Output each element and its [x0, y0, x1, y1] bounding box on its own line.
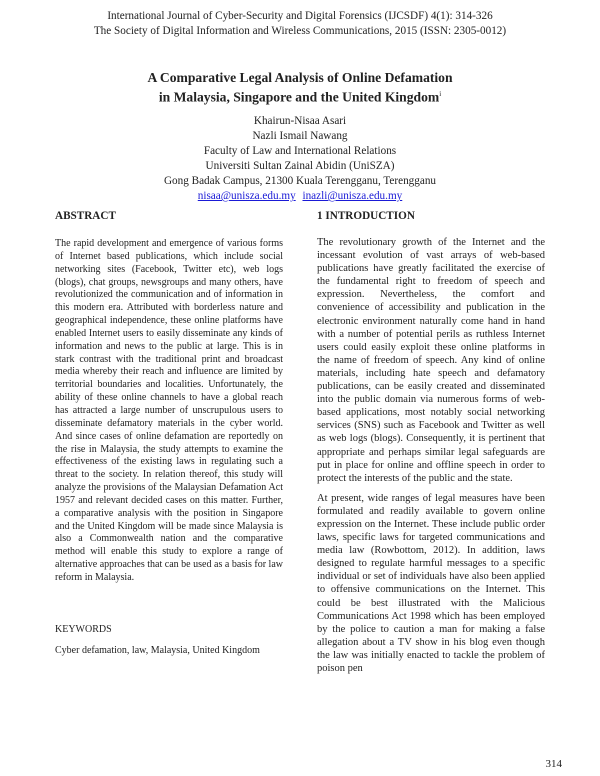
page-number: 314: [545, 758, 562, 770]
paper-title-line1: A Comparative Legal Analysis of Online Defamation: [147, 70, 453, 85]
introduction-body: [317, 236, 545, 682]
faculty: Faculty of Law and International Relations: [203, 145, 397, 157]
paper-title-line2-text: in Malaysia, Singapore and the United Kingdom: [158, 89, 440, 105]
university: Universiti Sultan Zainal Abidin (UniSZA): [205, 160, 395, 172]
journal-header-line1: International Journal of Cyber-Security and Digital Forensics (IJCSDF) 4(1): 314-326: [107, 10, 493, 22]
email-link-1[interactable]: nisaa@unisza.edu.my: [197, 190, 296, 202]
campus-address: Gong Badak Campus, 21300 Kuala Terengganu, Terengganu: [163, 175, 437, 187]
paper-title-line2: [60, 86, 540, 106]
author-name-1: Khairun-Nisaa Asari: [253, 115, 347, 127]
journal-header: [0, 9, 600, 39]
author-name-2: Nazli Ismail Nawang: [252, 130, 348, 142]
abstract-body: [55, 238, 283, 591]
journal-header-line2: The Society of Digital Information and Wireless Communications, 2015 (ISSN: 2305-0012): [93, 25, 507, 37]
introduction-paragraph-1: The revolutionary growth of the Internet and the incessant evolution of vast arrays of web-based publications have greatly facilitated the exercise of the fundamental right to freedom of speech and expression. Nevertheless, the comfort and convenience of accessibility and publication in the electronic environment naturally come hand in hand with a number of potential perils as ruthless Internet users could easily exploit these online platforms in the name of freedom of speech. Any kind of online materials, including hate speech and defamatory publications, can be easily created and disseminated into the public domain via numerous forms of web-based applications, most notably social networking services (SNS) such as Facebook and Twitter as well as web logs (blogs). Consequently, it is pertinent that appropriate and perhaps similar legal safeguards are put in place for online and offline speech in order to protect the interests of the public and the state.: [317, 237, 545, 484]
title-footnote-mark: i: [439, 90, 442, 98]
abstract-paragraph: The rapid development and emergence of various forms of Internet based publications, which include social networking sites (Facebook, Twitter etc), web logs (blogs), chat groups, newsgroups and many others, have revolutionized the communication and of information in this modern era. Attributed with borderless nature and geographical independence, these online platforms have enabled Internet users to easily disseminate any kinds of information and news to the public at large. This is in stark contrast with the traditional print and broadcast media whereby their reach and influence are limited by territorial boundaries and localities. Unfortunately, the ability of these online channels to have a global reach has attracted a large number of unscrupulous users to disseminate defamatory materials in the cyber world. And since cases of online defamation are reportedly on the rise in Malaysia, the study attempts to examine the effectiveness of the existing laws in regulating such a threat to the society. In relation thereof, this study will analyze the provisions of the Malaysian Defamation Act 1957 and relevant decided cases on this matter. Further, a comparative analysis with the position in Singapore and the United Kingdom will be made since Malaysia is also a Commonwealth nation and the comparative method will enable this study to explore a range of alternative approaches that can be used as a basis for law reform in Malaysia.: [55, 238, 283, 583]
abstract-heading: ABSTRACT: [55, 210, 116, 222]
introduction-heading: 1 INTRODUCTION: [317, 210, 415, 222]
email-link-2[interactable]: inazli@unisza.edu.my: [302, 190, 403, 202]
author-block: [0, 114, 600, 204]
keywords-body: Cyber defamation, law, Malaysia, United Kingdom: [55, 645, 260, 656]
keywords-heading: KEYWORDS: [55, 624, 112, 635]
introduction-paragraph-2: At present, wide ranges of legal measures have been formulated and readily available to govern online expression on the Internet. These include public order laws, specific laws for targeted communications and media law (Rowbottom, 2012). In addition, laws designed to regulate harmful messages to a specific individual or set of individuals have also been applied to offensive communications on the Internet. This could be best illustrated with the Malicious Communications Act 1998 which has been employed by the police to caution a man for making a false allegation about a TV show in his blog even though the law was initially enacted to tackle the problem of poison pen: [317, 492, 545, 674]
paper-title: [60, 70, 540, 106]
author-emails: [0, 189, 600, 204]
